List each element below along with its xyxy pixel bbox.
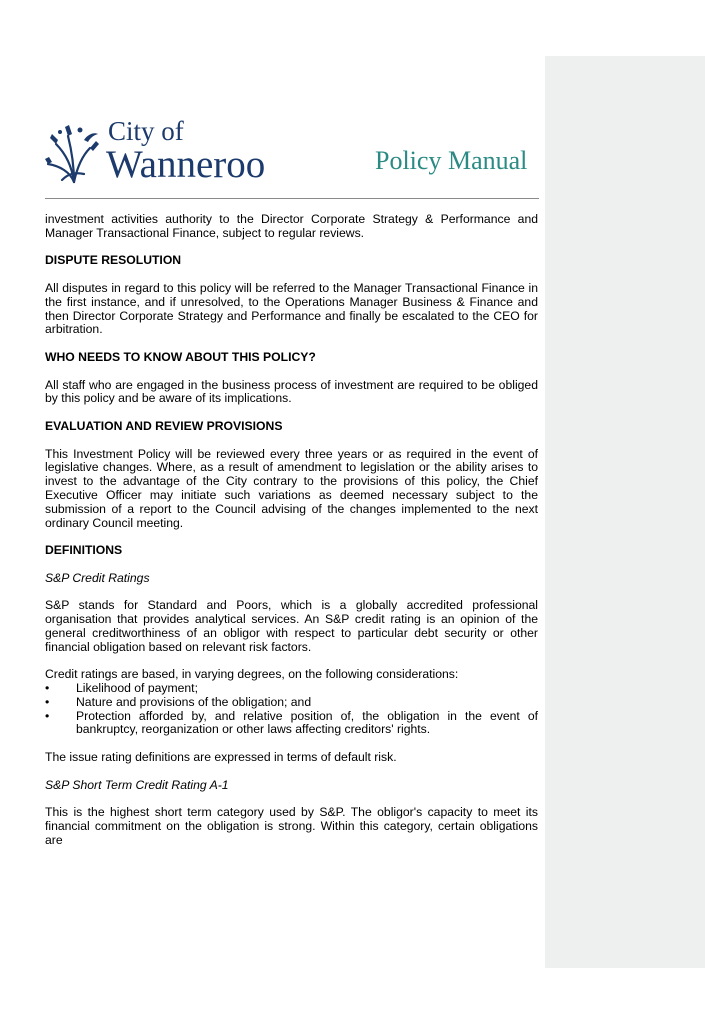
who-paragraph: All staff who are engaged in the business process of investment are required to be obliged by this policy and be aware of its implications. xyxy=(45,377,538,406)
considerations-list xyxy=(45,682,538,737)
document-body xyxy=(45,213,538,861)
list-item: • Likelihood of payment; xyxy=(45,681,198,696)
kangaroo-paw-icon xyxy=(44,122,102,184)
short-term-subheading: S&P Short Term Credit Rating A-1 xyxy=(45,777,229,792)
considerations-paragraph: Credit ratings are based, in varying degrees, on the following considerations: xyxy=(45,667,459,682)
city-logo xyxy=(44,118,274,188)
definitions-heading: DEFINITIONS xyxy=(45,543,123,558)
evaluation-heading: EVALUATION AND REVIEW PROVISIONS xyxy=(45,418,283,433)
logo-city-text: City of xyxy=(108,116,184,146)
bullet-icon: • xyxy=(45,694,50,709)
dispute-heading: DISPUTE RESOLUTION xyxy=(45,253,182,268)
sp-paragraph: S&P stands for Standard and Poors, which is a globally accredited professional organisation that provides analytical services. An S&P credit rating is an opinion of the general creditworthiness of an obligor with respect to particular debt security or other financial obligation based on relevant risk factors. xyxy=(45,598,538,654)
issue-rating-paragraph: The issue rating definitions are expressed in terms of default risk. xyxy=(45,750,397,765)
page-sidebar xyxy=(545,56,705,968)
list-item: • Nature and provisions of the obligation; and xyxy=(45,694,312,709)
bullet-icon: • xyxy=(45,708,50,723)
short-term-paragraph: This is the highest short term category used by S&P. The obligor's capacity to meet its financial commitment on the obligation is strong. Within this category, certain obligations are xyxy=(45,805,538,847)
dispute-paragraph: All disputes in regard to this policy will be referred to the Manager Transactional Finance in the first instance, and if unresolved, to the Operations Manager Business & Finance and then Director Corporate Strategy and Performance and finally be escalated to the CEO for arbitration. xyxy=(45,280,538,337)
list-item: • Protection afforded by, and relative position of, the obligation in the event of bankruptcy, reorganization or other laws affecting creditors' rights. xyxy=(45,708,538,737)
intro-paragraph: investment activities authority to the Director Corporate Strategy & Performance and Manager Transactional Finance, subject to regular reviews. xyxy=(45,212,538,240)
bullet-icon: • xyxy=(45,681,50,696)
header-divider xyxy=(45,198,539,199)
who-heading: WHO NEEDS TO KNOW ABOUT THIS POLICY? xyxy=(45,349,316,364)
manual-title: Policy Manual xyxy=(375,146,528,175)
logo-name-text: Wanneroo xyxy=(106,143,266,186)
credit-ratings-subheading: S&P Credit Ratings xyxy=(45,570,150,585)
evaluation-paragraph: This Investment Policy will be reviewed every three years or as required in the event of legislative changes. Where, as a result of amendment to legislation or the ability arises to invest to the advantage of the City contrary to the provisions of this policy, the Chief Executive Officer may initiate such variations as deemed necessary subject to the submission of a report to the Council advising of the changes implemented to the next ordinary Council meeting. xyxy=(45,446,538,530)
